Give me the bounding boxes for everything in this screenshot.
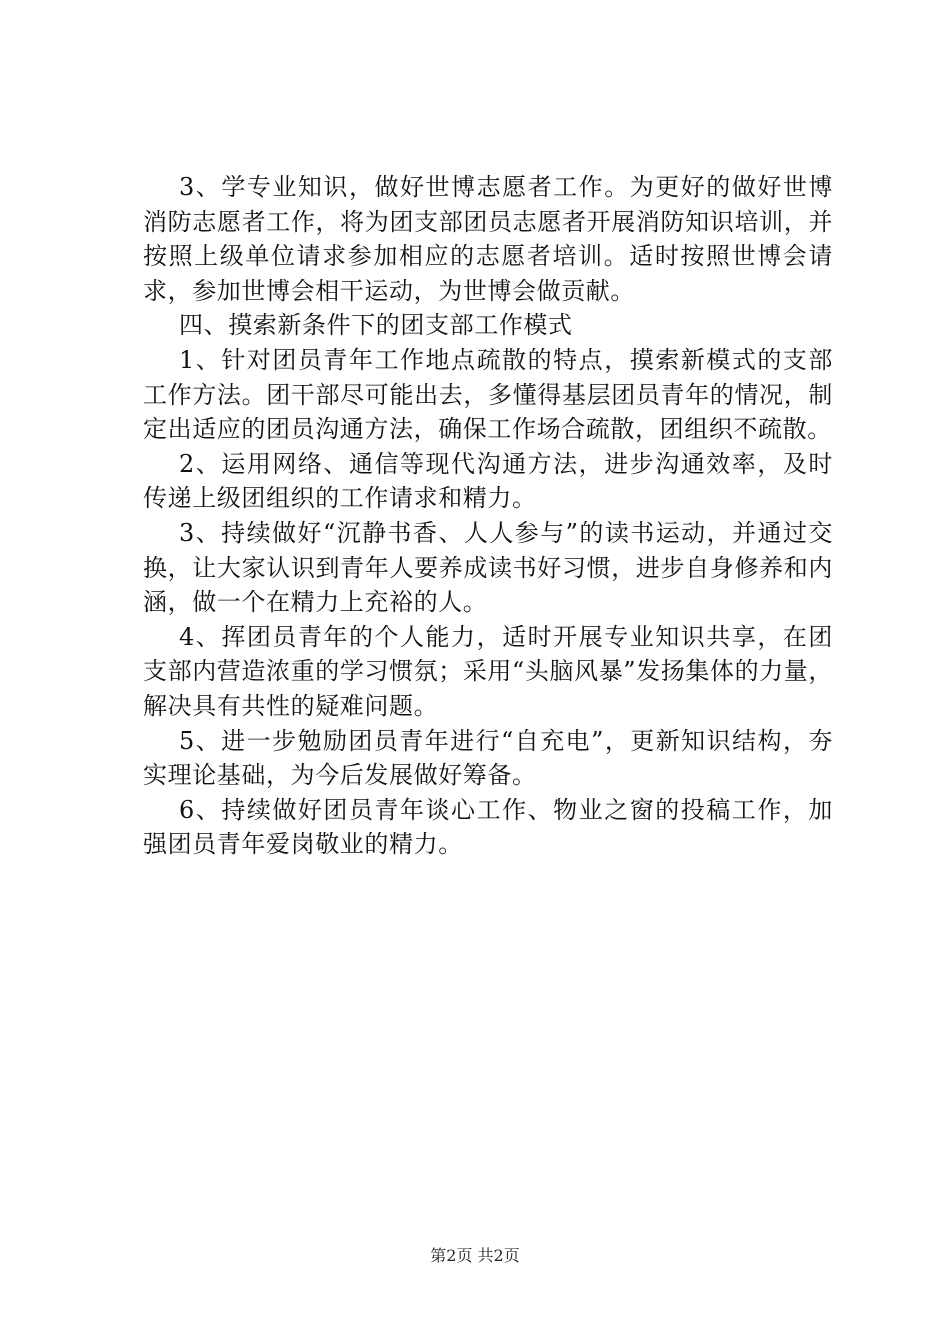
page-footer: 第2页 共2页 (430, 1246, 520, 1265)
paragraph-heart-talk: 6、持续做好团员青年谈心工作、物业之窗的投稿工作，加强团员青年爱岗敬业的精力。 (143, 795, 833, 859)
paragraph-knowledge-sharing: 4、挥团员青年的个人能力，适时开展专业知识共享，在团支部内营造浓重的学习惯氛；采用“头脑风暴”发扬集体的力量，解决具有共性的疑难问题。 (143, 622, 833, 720)
paragraph-reading: 3、持续做好“沉静书香、人人参与”的读书运动，并通过交换，让大家认识到青年人要养成读书好习惯，进步自身修养和内涵，做一个在精力上充裕的人。 (143, 518, 833, 617)
paragraph-volunteer-training: 3、学专业知识，做好世博志愿者工作。为更好的做好世博消防志愿者工作，将为团支部团员志愿者开展消防知识培训，并按照上级单位请求参加相应的志愿者培训。适时按照世博会请求，参加世博会相干运动，为世博会做贡献。 (143, 173, 833, 305)
paragraph-work-method: 1、针对团员青年工作地点疏散的特点，摸索新模式的支部工作方法。团干部尽可能出去，多懂得基层团员青年的情况，制定出适应的团员沟通方法，确保工作场合疏散，团组织不疏散。 (143, 345, 833, 444)
section-heading: 四、摸索新条件下的团支部工作模式 (179, 311, 573, 340)
document-body (143, 170, 833, 862)
paragraph-self-charging: 5、进一步勉励团员青年进行“自充电”，更新知识结构，夯实理论基础，为今后发展做好筹备。 (143, 726, 833, 790)
paragraph-communication: 2、运用网络、通信等现代沟通方法，进步沟通效率，及时传递上级团组织的工作请求和精力。 (143, 449, 833, 513)
